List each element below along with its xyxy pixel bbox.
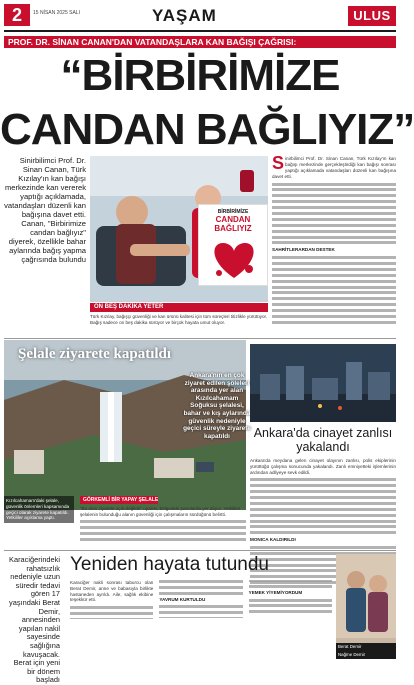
waterfall-body-filler [80,520,246,541]
heart-icon [199,233,269,283]
newspaper-logo: ULUS [348,6,396,26]
lead-kicker: PROF. DR. SİNAN CANAN'DAN VATANDAŞLARA KAN BAĞIŞI ÇAĞRISI: [4,36,396,48]
family-illustration [336,554,396,638]
bottom-body-filler-3 [249,599,332,614]
poster-main-text: CANDAN BAĞLIYIZ [214,215,252,233]
lead-caption-box: ON BEŞ DAKİKA YETER [90,303,268,312]
lead-headline-line2: CANDAN BAĞLIYIZ” [0,105,414,154]
ankara-headline: Ankara'da cinayet zanlısı yakalandı [253,426,393,454]
waterfall-subheadline: Ankara'nın en çok ziyaret edilen şöleleri arasında yer alan Kızılcahamam Soğuksu şelalesi, bahar ve kış aylarında güvenlik nedeniyle geçici süreyle ziyarete kapatıldı [183,372,251,440]
lead-headline-line1: “BİRBİRİMİZE [60,51,340,100]
poster-top-text: BİRBİRİMİZE [217,209,249,215]
bottom-photo [336,554,396,658]
bottom-subhead-1: YAVRUM KURTULDU [159,596,206,602]
ankara-subhead: MONICA KALDIRILDI [250,537,296,543]
page-number: 2 [4,4,30,26]
city-illustration [250,344,396,422]
campaign-poster [198,204,268,286]
lead-body-filler [272,183,396,245]
lead-dropcap: S [272,153,285,173]
lead-body-text: inirbilimci Prof. Dr. Sinan Canan, Türk Kızılay'ın kan bağışı merkezinde gerçekleştirdiği kan bağışı sonrası yaptığı açıklamada vatandaşları düzenli kan bağışına davet etti. [272,156,396,179]
section-divider [4,338,396,339]
lead-body [272,153,396,327]
bottom-intro: Karaciğerindeki rahatsızlık nedeniyle uzun süredir tedavi gören 17 yaşındaki Berat Demir, annesinden yapılan nakil sayesinde sağlığına kavuşacak. Berat için yeni bir dönem başladı [9,555,60,685]
photo-label-1: Berat Demir [336,643,396,651]
bottom-subhead-2: YEMEK YİYEMİYORDUM [248,589,303,595]
lead-body-filler-2 [272,256,396,324]
section-title: YAŞAM [152,6,217,25]
ankara-photo [250,344,396,422]
bottom-body [70,580,332,618]
waterfall-body [80,506,246,544]
section-divider-2 [4,550,396,551]
waterfall-caption-box: GÖRKEMLİ BİR YAPAY ŞELALE [80,496,158,504]
lead-intro: Sinirbilimci Prof. Dr. Sinan Canan, Türk Kızılay'ın kan bağışı merkezinde kan vererek yaptığı açıklamada, vatandaşları düzenli kan bağışına davet etti. Canan, "Birbirimize candan bağlıyız" diyerek, özellikle bahar aylarında bağış yapma çağrısında bulundu [4,156,86,264]
page-date: 15 NİSAN 2025 SALI [33,10,80,16]
ankara-body-text: Ankara'da meydana gelen cinayet olayının zanlısı, polis ekiplerinin yürüttüğü çalışma sonucunda yakalandı. Zanlı emniyetteki işlemlerinin ardından adliyeye sevk edildi. [250,458,396,475]
lead-caption-text: Türk Kızılay, bağışçı güvenliği ve kan ürünü kalitesi için tüm süreçleri titizlikle yürütüyor. Bağış sadece on beş dakika sürüyor ve birçok hayata umut oluyor. [90,314,268,325]
header-rule [4,30,396,32]
waterfall-side-text: Kızılcahamam'daki şelale, güvenlik önlemleri kapsamında geçici olarak ziyarete kapatıldı. Yetkililer açıklama yaptı. [4,496,74,523]
photo-label-2: Nağme Demir [336,651,396,659]
waterfall-headline: Şelale ziyarete kapatıldı [18,346,172,362]
ankara-body-filler [250,478,396,534]
lead-subhead: SAHRİTLERARDAN DESTEK [272,247,335,253]
bottom-headline: Yeniden hayata tutundu [70,554,269,575]
bottom-body-text: Karaciğer nakli sonrası taburcu olan Berat Demir, anne ve babasıyla birlikte hastaneden ayrıldı. Aile, sağlık ekibine teşekkür etti. [70,580,154,603]
waterfall-body-text: "Bu alan ziyarete açık değildir" uyarısı, bölgedeki panolarda yer alıyor. Yetkililer şelalenin bulunduğu alanın güvenliği için çalışmaların sürdüğünü belirtti. [80,506,241,517]
